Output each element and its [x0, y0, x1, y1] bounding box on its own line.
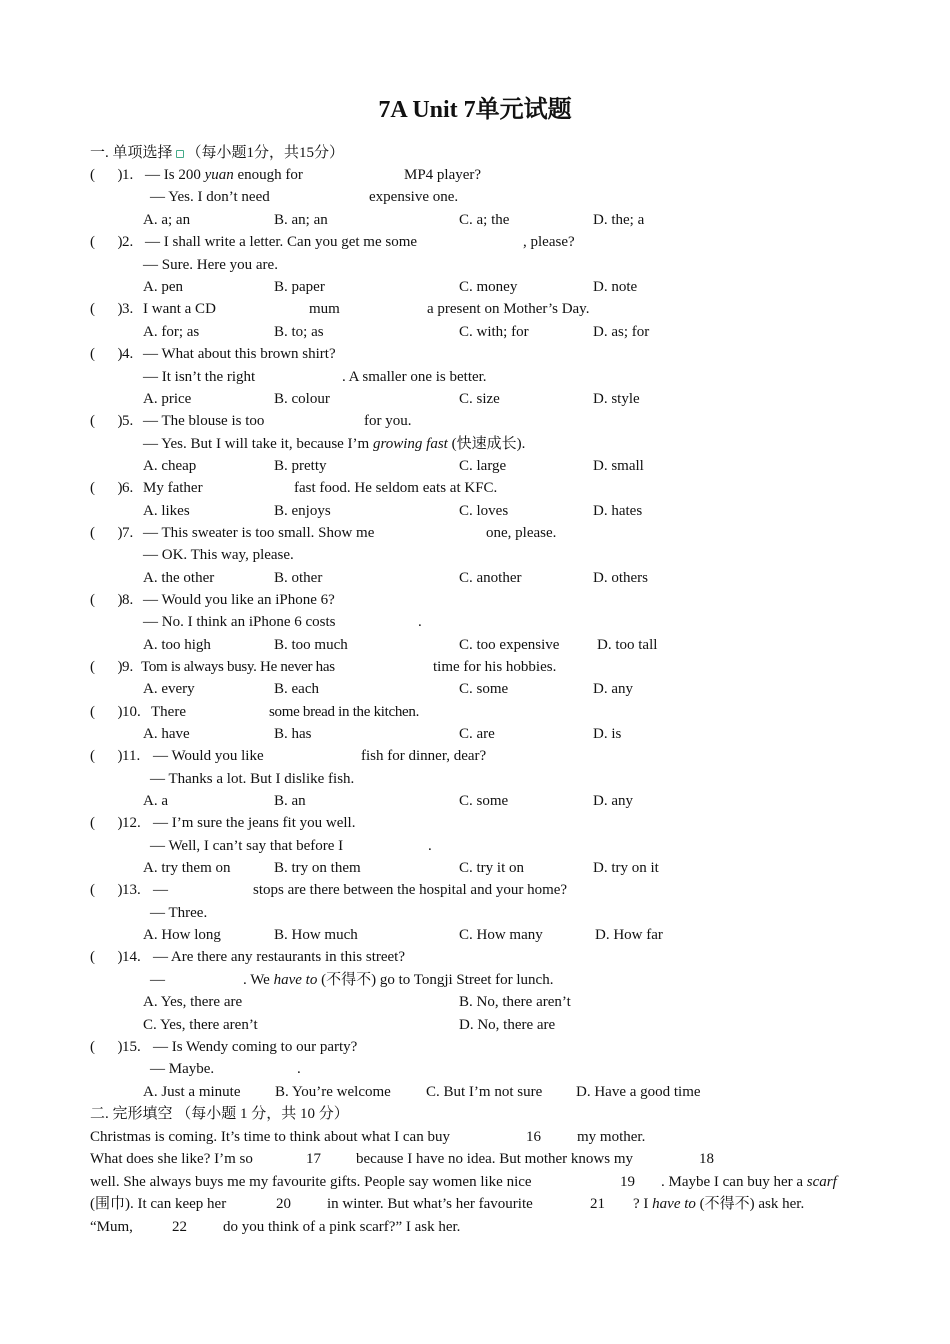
passage-line-4b: in winter. But what’s her favourite [327, 1196, 533, 1212]
option-a[interactable]: A. pen [143, 279, 183, 295]
option-c[interactable]: C. some [459, 793, 509, 809]
question-14-line2-b: . We have to (不得不) go to Tongji Street for lunch. [243, 972, 554, 988]
question-8-line2-b: . [418, 614, 422, 630]
question-4-line2-b: . A smaller one is better. [342, 369, 487, 385]
option-a[interactable]: A. likes [143, 503, 190, 519]
section-heading [90, 144, 344, 162]
answer-bracket[interactable]: ( ) [90, 346, 123, 362]
section-heading: 二. 完形填空 （每小题 1 分，共 10 分） [90, 1106, 349, 1122]
page-title: 7A Unit 7单元试题 [378, 97, 572, 123]
question-13-text-b: stops are there between the hospital and your home? [253, 882, 568, 898]
option-c[interactable]: C. How many [459, 927, 543, 943]
question-9-text-a: Tom is always busy. He never has [141, 659, 335, 675]
question-2-number: 2. [122, 234, 134, 250]
question-1-text-a: — Is 200 yuan enough for [145, 167, 303, 183]
answer-bracket[interactable]: ( ) [90, 301, 123, 317]
question-5-number: 5. [122, 413, 134, 429]
option-c[interactable]: C. large [459, 458, 507, 474]
question-15-number: 15. [122, 1039, 141, 1055]
question-8-number: 8. [122, 592, 134, 608]
answer-bracket[interactable]: ( ) [90, 592, 123, 608]
question-13-line2: — Three. [150, 905, 208, 921]
question-10-text-a: There [151, 704, 186, 720]
option-a[interactable]: A. How long [143, 927, 221, 943]
option-d[interactable]: D. too tall [597, 637, 658, 653]
option-b[interactable]: B. How much [274, 927, 358, 943]
option-d[interactable]: D. any [593, 681, 633, 697]
option-b[interactable]: B. other [274, 570, 323, 586]
passage-line-1a: Christmas is coming. It’s time to think about what I can buy [90, 1129, 450, 1145]
option-a[interactable]: A. Just a minute [143, 1084, 241, 1100]
option-b[interactable]: B. too much [274, 637, 348, 653]
option-a[interactable]: A. try them on [143, 860, 231, 876]
option-d[interactable]: D. style [593, 391, 640, 407]
blank-number: 21 [590, 1196, 605, 1212]
question-6-text-b: fast food. He seldom eats at KFC. [294, 480, 498, 496]
passage-line-5a: “Mum, [90, 1219, 133, 1235]
answer-bracket[interactable]: ( ) [90, 659, 123, 675]
option-d[interactable]: D. No, there are [459, 1017, 556, 1033]
option-c[interactable]: C. loves [459, 503, 509, 519]
question-14-text: — Are there any restaurants in this street? [153, 949, 405, 965]
answer-bracket[interactable]: ( ) [90, 234, 123, 250]
question-5-text-a: — The blouse is too [143, 413, 265, 429]
blank-number: 19 [620, 1174, 635, 1190]
option-d[interactable]: D. others [593, 570, 648, 586]
question-13-number: 13. [122, 882, 141, 898]
question-15-line2-b: . [297, 1061, 301, 1077]
option-c[interactable]: C. try it on [459, 860, 525, 876]
option-c[interactable]: C. another [459, 570, 522, 586]
question-5-text-b: for you. [364, 413, 412, 429]
passage-line-3b: . Maybe I can buy her a scarf [661, 1174, 837, 1190]
answer-bracket[interactable]: ( ) [90, 704, 123, 720]
blank-number: 20 [276, 1196, 291, 1212]
answer-bracket[interactable]: ( ) [90, 748, 123, 764]
question-9-text-b: time for his hobbies. [433, 659, 557, 675]
option-d[interactable]: D. as; for [593, 324, 650, 340]
option-b[interactable]: B. try on them [274, 860, 361, 876]
answer-bracket[interactable]: ( ) [90, 167, 123, 183]
option-a[interactable]: A. a; an [143, 212, 191, 228]
option-b[interactable]: B. paper [274, 279, 325, 295]
option-b[interactable]: B. pretty [274, 458, 327, 474]
question-11-text-a: — Would you like [153, 748, 264, 764]
passage-line-3a: well. She always buys me my favourite gifts. People say women like nice [90, 1174, 532, 1190]
option-d[interactable]: D. How far [595, 927, 663, 943]
question-8-line2-a: — No. I think an iPhone 6 costs [143, 614, 336, 630]
question-5-line2: — Yes. But I will take it, because I’m growing fast (快速成长). [143, 436, 526, 452]
option-a[interactable]: A. cheap [143, 458, 197, 474]
option-d[interactable]: D. is [593, 726, 622, 742]
option-a[interactable]: A. every [143, 681, 195, 697]
question-6-text-a: My father [143, 480, 203, 496]
answer-bracket[interactable]: ( ) [90, 815, 123, 831]
passage-line-4c: ? I have to (不得不) ask her. [633, 1196, 805, 1212]
question-10-number: 10. [122, 704, 141, 720]
option-c[interactable]: C. money [459, 279, 518, 295]
question-15-text: — Is Wendy coming to our party? [153, 1039, 358, 1055]
question-10-text-b: some bread in the kitchen. [269, 704, 420, 720]
question-3-text-c: a present on Mother’s Day. [427, 301, 590, 317]
passage-line-5b: do you think of a pink scarf?” I ask her. [223, 1219, 461, 1235]
blank-number: 16 [526, 1129, 541, 1145]
passage-line-4a: (围巾). It can keep her [90, 1196, 227, 1212]
question-8-text: — Would you like an iPhone 6? [143, 592, 335, 608]
question-14-number: 14. [122, 949, 141, 965]
question-12-line2-b: . [428, 838, 432, 854]
option-c[interactable]: C. size [459, 391, 500, 407]
option-a[interactable]: A. a [143, 793, 168, 809]
question-11-text-b: fish for dinner, dear? [361, 748, 487, 764]
option-b[interactable]: B. to; as [274, 324, 324, 340]
question-15-line2-a: — Maybe. [150, 1061, 215, 1077]
option-c[interactable]: C. some [459, 681, 509, 697]
option-d[interactable]: D. any [593, 793, 633, 809]
question-9-number: 9. [122, 659, 134, 675]
answer-bracket[interactable]: ( ) [90, 1039, 123, 1055]
question-7-number: 7. [122, 525, 134, 541]
blank-number: 18 [699, 1151, 714, 1167]
question-2-text-b: , please? [523, 234, 575, 250]
option-c[interactable]: C. too expensive [459, 637, 560, 653]
answer-bracket[interactable]: ( ) [90, 949, 123, 965]
question-1-text-b: MP4 player? [404, 167, 482, 183]
option-d[interactable]: D. small [593, 458, 644, 474]
section-heading-text: 一. 单项选择 [90, 145, 173, 161]
option-a[interactable]: A. for; as [143, 324, 200, 340]
question-4-number: 4. [122, 346, 134, 362]
question-12-line2-a: — Well, I can’t say that before I [150, 838, 344, 854]
marker-icon [176, 150, 184, 158]
option-a[interactable]: A. too high [143, 637, 211, 653]
option-b[interactable]: B. has [274, 726, 312, 742]
option-d[interactable]: D. the; a [593, 212, 645, 228]
option-c[interactable]: C. Yes, there aren’t [143, 1017, 258, 1033]
question-4-text: — What about this brown shirt? [143, 346, 336, 362]
question-1-number: 1. [122, 167, 134, 183]
option-c[interactable]: C. a; the [459, 212, 510, 228]
option-d[interactable]: D. note [593, 279, 638, 295]
option-b[interactable]: B. No, there aren’t [459, 994, 571, 1010]
question-11-line2: — Thanks a lot. But I dislike fish. [150, 771, 355, 787]
option-a[interactable]: A. price [143, 391, 192, 407]
option-d[interactable]: D. try on it [593, 860, 659, 876]
question-7-text-b: one, please. [486, 525, 557, 541]
answer-bracket[interactable]: ( ) [90, 480, 123, 496]
option-a[interactable]: A. Yes, there are [143, 994, 243, 1010]
option-b[interactable]: B. You’re welcome [275, 1084, 391, 1100]
passage-line-1b: my mother. [577, 1129, 646, 1145]
answer-bracket[interactable]: ( ) [90, 413, 123, 429]
option-b[interactable]: B. an; an [274, 212, 328, 228]
question-14-line2-a: — [150, 972, 165, 988]
question-4-line2-a: — It isn’t the right [143, 369, 256, 385]
option-b[interactable]: B. an [274, 793, 306, 809]
question-1-line2-b: expensive one. [369, 189, 459, 205]
question-13-text-a: — [153, 882, 168, 898]
option-d[interactable]: D. Have a good time [576, 1084, 701, 1100]
option-b[interactable]: B. each [274, 681, 319, 697]
question-7-line2: — OK. This way, please. [143, 547, 294, 563]
question-12-text: — I’m sure the jeans fit you well. [153, 815, 356, 831]
question-1-line2-a: — Yes. I don’t need [150, 189, 270, 205]
question-2-text-a: — I shall write a letter. Can you get me some [145, 234, 418, 250]
section-heading-score: （每小题1分，共15分） [186, 145, 345, 161]
question-7-text-a: — This sweater is too small. Show me [143, 525, 375, 541]
option-c[interactable]: C. with; for [459, 324, 529, 340]
option-b[interactable]: B. colour [274, 391, 330, 407]
question-2-line2: — Sure. Here you are. [143, 257, 278, 273]
option-b[interactable]: B. enjoys [274, 503, 331, 519]
question-3-text-b: mum [309, 301, 340, 317]
passage-line-2b: because I have no idea. But mother knows my [356, 1151, 634, 1167]
passage-line-2a: What does she like? I’m so [90, 1151, 253, 1167]
option-a[interactable]: A. have [143, 726, 190, 742]
option-a[interactable]: A. the other [143, 570, 215, 586]
question-12-number: 12. [122, 815, 141, 831]
question-11-number: 11. [122, 748, 141, 764]
answer-bracket[interactable]: ( ) [90, 882, 123, 898]
option-c[interactable]: C. But I’m not sure [426, 1084, 543, 1100]
option-d[interactable]: D. hates [593, 503, 643, 519]
blank-number: 17 [306, 1151, 321, 1167]
question-6-number: 6. [122, 480, 134, 496]
answer-bracket[interactable]: ( ) [90, 525, 123, 541]
blank-number: 22 [172, 1219, 187, 1235]
option-c[interactable]: C. are [459, 726, 495, 742]
question-3-text-a: I want a CD [143, 301, 216, 317]
question-3-number: 3. [122, 301, 134, 317]
